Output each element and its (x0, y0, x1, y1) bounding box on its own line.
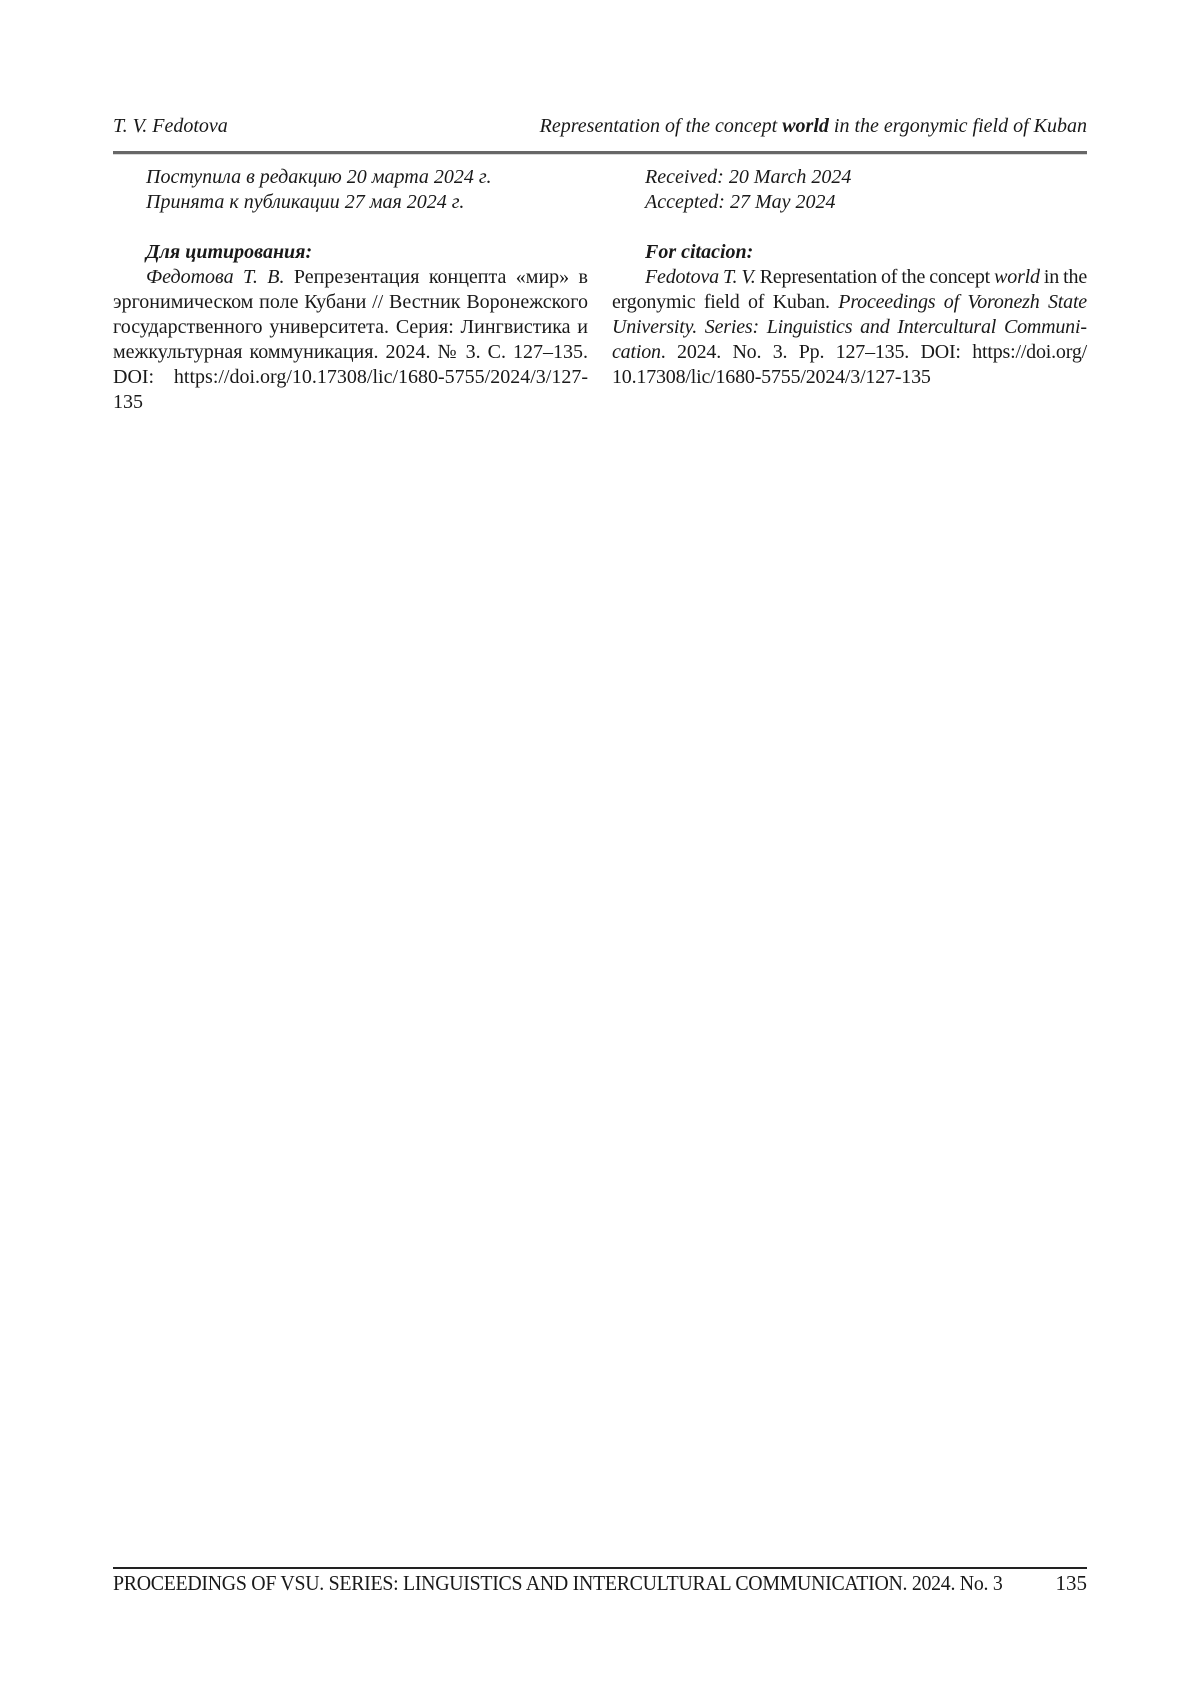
english-column (612, 165, 1087, 415)
citation-heading-en: For citacion: (645, 241, 754, 263)
citation-heading-ru: Для цитирования: (146, 241, 313, 263)
citation-text-tail-en: . 2024. No. 3. Pp. 127–135. DOI: https://doi.org/​10.17308/​lic/​1680-5755/​2024/3/​127-135 (612, 341, 1087, 388)
citation-author-en: Fedotova T. V. (645, 266, 756, 288)
citation-text-part2-en: in the ergonymic field of Kuban. (612, 266, 1088, 313)
running-head-title-prefix: Representation of the concept (539, 115, 783, 137)
running-head-title-emphasis: world (782, 115, 829, 137)
footer-page-number: 135 (1055, 1571, 1087, 1595)
footer-divider-rule (113, 1567, 1087, 1569)
received-date-en: Received: 20 March 2024 (645, 166, 852, 188)
running-head-title-suffix: in the ergonymic field of Kuban (828, 115, 1087, 137)
citation-paragraph-en (612, 265, 1087, 390)
running-head (113, 114, 1087, 138)
accepted-date-en: Accepted: 27 May 2024 (645, 191, 836, 213)
received-date-ru: Поступила в редакцию 20 марта 2024 г. (146, 166, 492, 188)
russian-column (113, 165, 588, 415)
citation-paragraph-ru (113, 265, 588, 415)
running-head-author: T. V. Fedotova (113, 115, 228, 137)
citation-columns (113, 165, 1087, 415)
citation-journal-title-en: Proceedings of Voronezh State University. Series: Linguistics and Intercultural Communication (612, 291, 1087, 363)
page-footer (113, 1571, 1087, 1596)
citation-author-ru: Федотова Т. В. (146, 266, 285, 288)
footer-journal-line: PROCEEDINGS OF VSU. SERIES: LINGUISTICS AND INTERCULTURAL COMMUNICATION. 2024. No. 3 (113, 1571, 1003, 1595)
accepted-date-ru: Принята к публикации 27 мая 2024 г. (146, 191, 465, 213)
citation-text-part1-en: Representation of the concept (755, 266, 995, 288)
citation-concept-word-en: world (994, 266, 1040, 288)
running-head-title (540, 114, 1087, 138)
header-divider-rule (113, 151, 1087, 155)
citation-text-ru: Репрезентация концепта «мир» в эргонимическом поле Кубани // Вестник Воронежского государственного университета. Серия: Лингвистика и межкультурная коммуникация. 2024. № 3. С. 127–135. DOI: https://doi.org/​10.17308/​lic/​1680-5755/​2024/3/​127-​135 (113, 266, 588, 413)
